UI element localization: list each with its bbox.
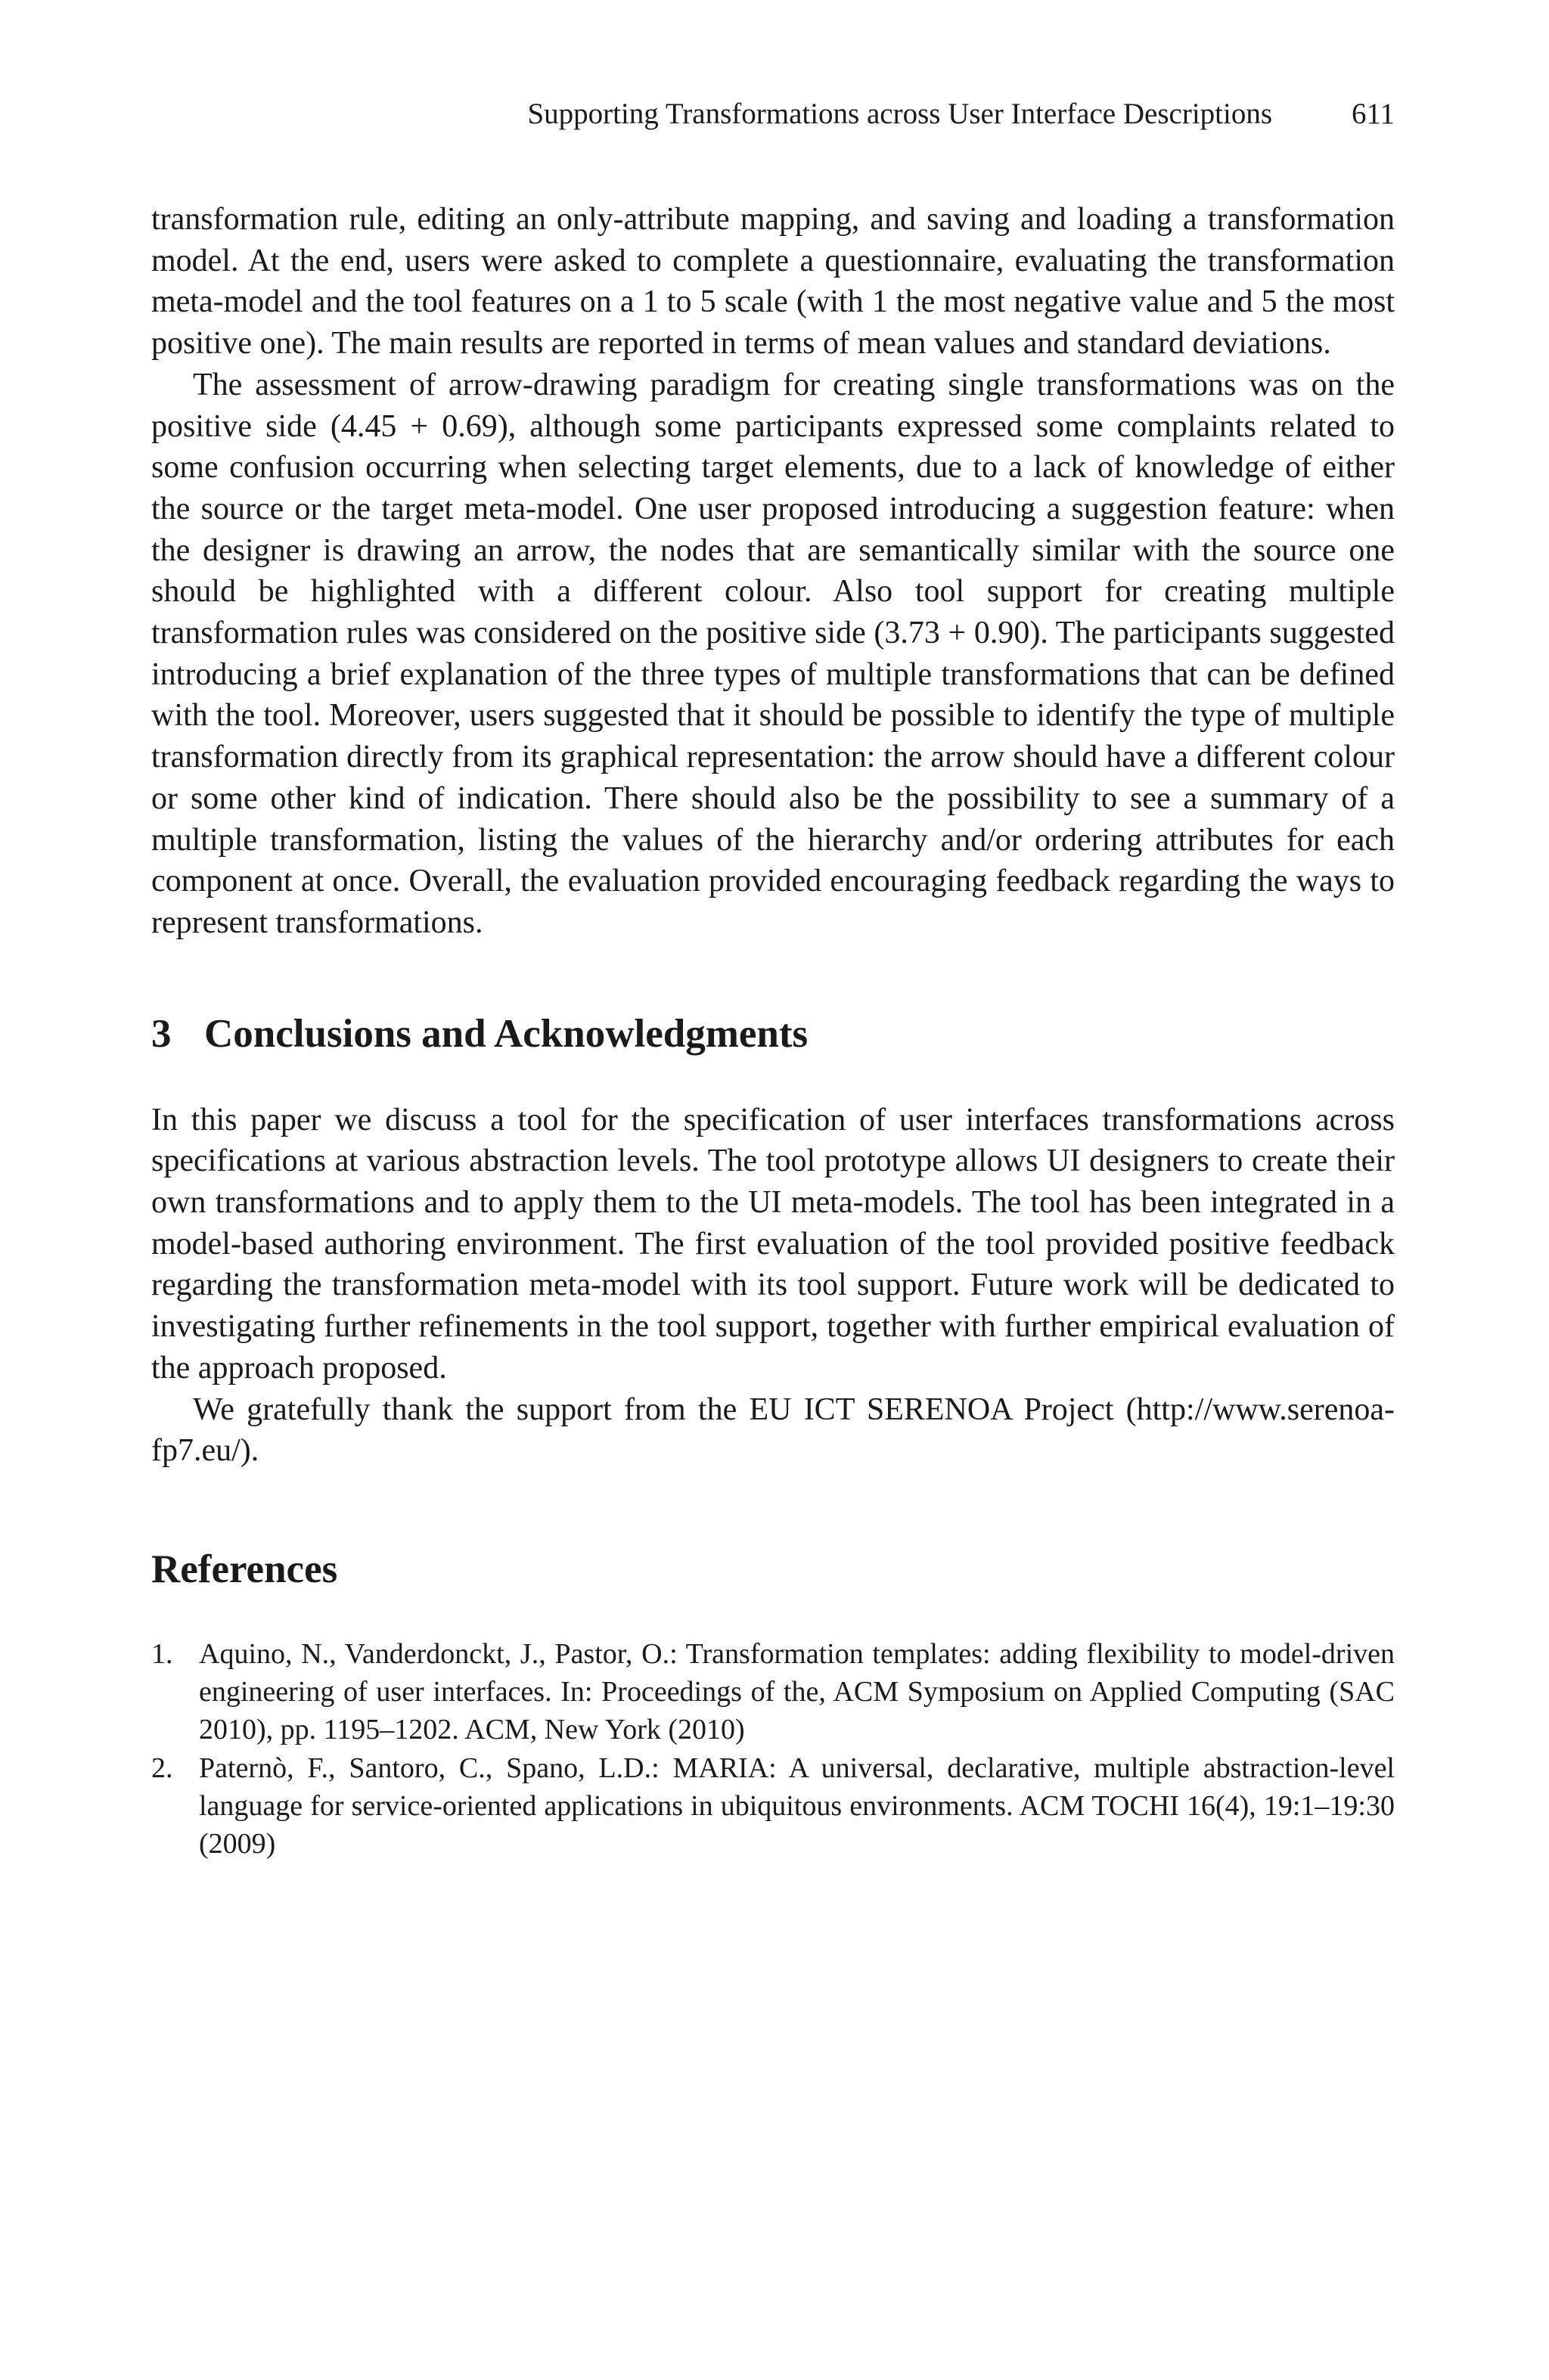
reference-text: Paternò, F., Santoro, C., Spano, L.D.: MARIA: A universal, declarative, multiple abstraction-level language for service-oriented applications in ubiquitous environments. ACM TOCHI 16(4), 19:1–19:30 (2009) xyxy=(199,1752,1395,1860)
reference-number: 1. xyxy=(151,1637,173,1670)
section-heading xyxy=(151,1010,1395,1057)
reference-item xyxy=(151,1749,1395,1863)
section-body xyxy=(151,1100,1395,1472)
section-title: Conclusions and Acknowledgments xyxy=(204,1011,809,1056)
page-number: 611 xyxy=(1351,98,1395,130)
running-header xyxy=(151,97,1395,135)
section-paragraph: In this paper we discuss a tool for the specification of user interfaces transformations across specifications at various abstraction levels. The tool prototype allows UI designers to create their own transformations and to apply them to the UI meta-models. The tool has been integrated in a model-based authoring environment. The first evaluation of the tool provided positive feedback regarding the transformation meta-model with its tool support. Future work will be dedicated to investigating further refinements in the tool support, together with further empirical evaluation of the approach proposed. xyxy=(151,1102,1395,1385)
main-text xyxy=(151,199,1395,1863)
reference-number: 2. xyxy=(151,1752,173,1784)
body-paragraph: The assessment of arrow-drawing paradigm for creating single transformations was on the positive side (4.45 + 0.69), although some participants expressed some complaints related to some confusion occurring when selecting target elements, due to a lack of knowledge of either the source or the target meta-model. One user proposed introducing a suggestion feature: when the designer is drawing an arrow, the nodes that are semantically similar with the source one should be highlighted with a different colour. Also tool support for creating multiple transformation rules was considered on the positive side (3.73 + 0.90). The participants suggested introducing a brief explanation of the three types of multiple transformations that can be defined with the tool. Moreover, users suggested that it should be possible to identify the type of multiple transformation directly from its graphical representation: the arrow should have a different colour or some other kind of indication. There should also be the possibility to see a summary of a multiple transformation, listing the values of the hierarchy and/or ordering attributes for each component at once. Overall, the evaluation provided encouraging feedback regarding the ways to represent transformations. xyxy=(151,367,1395,940)
running-title: Supporting Transformations across User Interface Descriptions xyxy=(527,98,1272,130)
section-number: 3 xyxy=(151,1011,172,1056)
reference-item xyxy=(151,1635,1395,1749)
body-paragraph: transformation rule, editing an only-attribute mapping, and saving and loading a transformation model. At the end, users were asked to complete a questionnaire, evaluating the transformation meta-model and the tool features on a 1 to 5 scale (with 1 the most negative value and 5 the most positive one). The main results are reported in terms of mean values and standard deviations. xyxy=(151,202,1395,361)
references-heading: References xyxy=(151,1547,338,1591)
reference-text: Aquino, N., Vanderdonckt, J., Pastor, O.: Transformation templates: adding flexibility to model-driven engineering of user interfaces. In: Proceedings of the, ACM Symposium on Applied Computing (SAC 2010), pp. 1195–1202. ACM, New York (2010) xyxy=(199,1637,1395,1745)
reference-list xyxy=(151,1635,1395,1863)
section-paragraph: We gratefully thank the support from the EU ICT SERENOA Project (http://www.serenoa-fp7.eu/). xyxy=(151,1392,1395,1469)
